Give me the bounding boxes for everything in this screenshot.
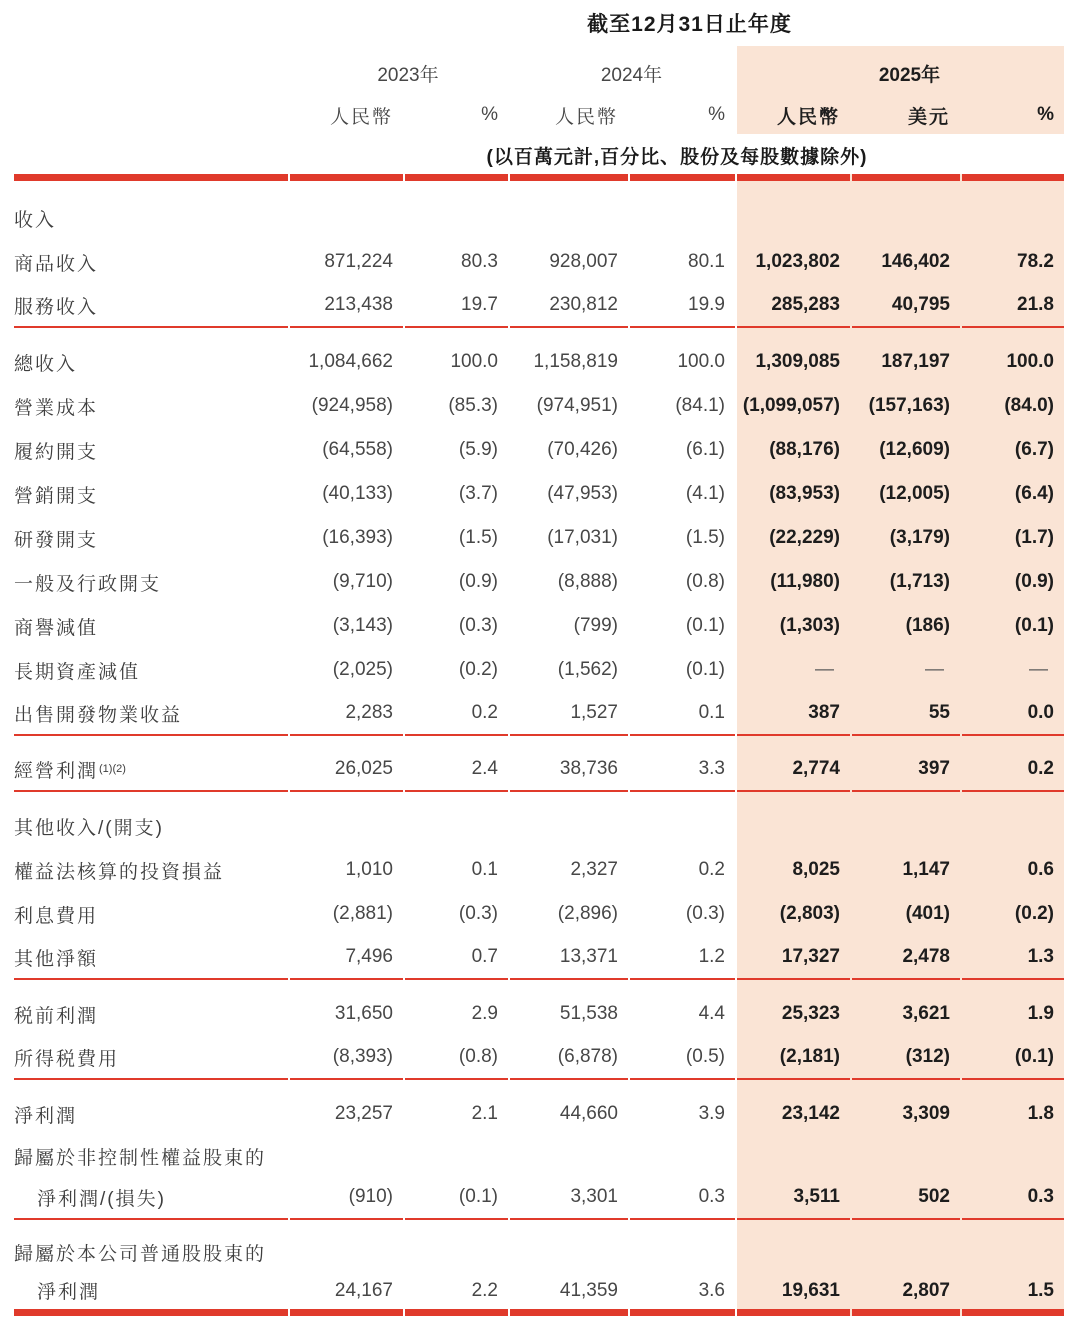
cell-value: (84.1) <box>675 395 725 416</box>
cell-value: (312) <box>852 1036 960 1080</box>
cell-value: 1,158,819 <box>533 351 618 372</box>
cell-value <box>290 196 403 240</box>
row-label-text: 其他淨額 <box>14 948 99 970</box>
cell-value: — <box>1029 659 1048 680</box>
cell-value: 187,197 <box>881 351 950 372</box>
cell-value: (16,393) <box>322 527 393 548</box>
cell-value: 3.3 <box>630 748 735 792</box>
cell-value: 230,812 <box>510 284 628 328</box>
table-row <box>14 848 1064 892</box>
cell-value <box>737 196 850 240</box>
cell-value: (910) <box>290 1176 403 1220</box>
cell-value: (11,980) <box>770 571 840 592</box>
cell-value: 23,142 <box>781 1103 840 1124</box>
column-header-pct-2024: % <box>708 104 725 125</box>
cell-value <box>630 1136 735 1176</box>
table-row <box>14 1176 1064 1220</box>
cell-value: 2,283 <box>290 692 403 736</box>
cell-value: (12,609) <box>879 439 950 460</box>
cell-value: (8,393) <box>290 1036 403 1080</box>
table-row <box>14 240 1064 284</box>
row-label <box>14 1232 288 1272</box>
cell-value <box>630 804 735 848</box>
cell-value: 3,511 <box>737 1176 850 1220</box>
column-header-pct-2025: % <box>1037 104 1054 125</box>
cell-value: (0.5) <box>630 1036 735 1080</box>
cell-value: 51,538 <box>559 1003 618 1024</box>
cell-value: (47,953) <box>547 483 618 504</box>
row-label <box>14 196 288 240</box>
header-rule <box>14 174 1064 181</box>
year-header-spacer <box>23 52 297 94</box>
row-label-text: 收入 <box>14 209 57 231</box>
rule-segment <box>510 174 628 181</box>
cell-value: — <box>815 659 834 680</box>
cell-value: 3,621 <box>902 1003 950 1024</box>
cell-value: 0.1 <box>630 692 735 736</box>
unit-note: (以百萬元計,百分比、股份及每股數據除外) <box>486 146 868 168</box>
row-label <box>14 1176 288 1220</box>
cell-value: 31,650 <box>334 1003 393 1024</box>
row-label <box>14 804 288 848</box>
cell-value: (1,099,057) <box>742 395 840 416</box>
cell-value: 100.0 <box>450 351 498 372</box>
table-row <box>14 804 1064 848</box>
row-label-text: 一般及行政開支 <box>14 573 162 595</box>
row-label-text: 經營利潤 <box>14 760 99 782</box>
cell-value: (1.5) <box>458 527 498 548</box>
row-label-text: 履約開支 <box>14 441 99 463</box>
cell-value: (799) <box>573 615 618 636</box>
cell-value: 19.9 <box>630 284 735 328</box>
row-label-text: 長期資產減值 <box>14 661 141 683</box>
cell-value <box>290 1232 403 1272</box>
row-label <box>14 892 288 936</box>
footnote-reference: (1)(2) <box>99 763 126 775</box>
cell-value: (5.9) <box>458 439 498 460</box>
cell-value: 0.6 <box>1027 859 1054 880</box>
cell-value: 397 <box>852 748 960 792</box>
column-header-usd-2025: 美元 <box>907 106 950 128</box>
cell-value <box>852 1232 960 1272</box>
cell-value <box>510 804 628 848</box>
cell-value: 38,736 <box>510 748 628 792</box>
row-label <box>14 284 288 328</box>
table-row <box>14 1272 1064 1316</box>
table-row <box>14 692 1064 736</box>
cell-value: (84.0) <box>1004 395 1054 416</box>
row-label <box>14 992 288 1036</box>
year-header-2024: 2024年 <box>600 64 663 86</box>
cell-value: (85.3) <box>448 395 498 416</box>
cell-value: 100.0 <box>677 351 725 372</box>
row-label <box>14 472 288 516</box>
cell-value: (2,181) <box>737 1036 850 1080</box>
row-label-text: 其他收入/(開支) <box>14 817 164 839</box>
cell-value: 0.3 <box>630 1176 735 1220</box>
cell-value: 17,327 <box>737 936 850 980</box>
row-label <box>14 1092 288 1136</box>
cell-value: (9,710) <box>332 571 393 592</box>
cell-value: 40,795 <box>852 284 960 328</box>
rule-segment <box>405 174 508 181</box>
row-label <box>14 516 288 560</box>
cell-value: (2,896) <box>557 903 618 924</box>
cell-value: 3,309 <box>902 1103 950 1124</box>
cell-value: 7,496 <box>290 936 403 980</box>
table-row <box>14 1136 1064 1176</box>
cell-value: (3,179) <box>889 527 950 548</box>
cell-value: 24,167 <box>290 1272 403 1316</box>
cell-value: 80.3 <box>461 251 498 272</box>
row-label-text: 營銷開支 <box>14 485 99 507</box>
cell-value: 2,807 <box>852 1272 960 1316</box>
cell-value <box>852 804 960 848</box>
cell-value: (401) <box>905 903 950 924</box>
cell-value: (3.7) <box>458 483 498 504</box>
row-label <box>14 848 288 892</box>
cell-value: 502 <box>852 1176 960 1220</box>
row-label-text: 利息費用 <box>14 905 99 927</box>
cell-value <box>510 1232 628 1272</box>
cell-value: (974,951) <box>536 395 618 416</box>
cell-value: 8,025 <box>792 859 840 880</box>
cell-value <box>962 1136 1064 1176</box>
cell-value <box>510 196 628 240</box>
cell-value: 2.9 <box>471 1003 498 1024</box>
column-header-pct-2023: % <box>481 104 498 125</box>
cell-value: (0.8) <box>405 1036 508 1080</box>
cell-value: (924,958) <box>311 395 393 416</box>
column-header-row <box>14 94 1064 136</box>
cell-value: (186) <box>905 615 950 636</box>
cell-value: (1,303) <box>779 615 840 636</box>
cell-value: (17,031) <box>547 527 618 548</box>
cell-value <box>737 1232 850 1272</box>
cell-value: (6.4) <box>1014 483 1054 504</box>
cell-value: 44,660 <box>559 1103 618 1124</box>
table-row <box>14 1232 1064 1272</box>
year-header-2025: 2025年 <box>878 64 941 86</box>
cell-value: (2,025) <box>332 659 393 680</box>
row-label <box>14 604 288 648</box>
row-label-text: 淨利潤 <box>14 1105 78 1127</box>
cell-value: (64,558) <box>322 439 393 460</box>
table-row <box>14 604 1064 648</box>
cell-value <box>962 196 1064 240</box>
row-label-text: 出售開發物業收益 <box>14 704 183 726</box>
cell-value: 2.4 <box>405 748 508 792</box>
cell-value: (2,803) <box>779 903 840 924</box>
cell-value <box>405 196 508 240</box>
row-label <box>14 1272 288 1316</box>
column-header-rmb-2024: 人民幣 <box>554 106 618 128</box>
cell-value: (3,143) <box>332 615 393 636</box>
row-label-text: 歸屬於非控制性權益股東的 <box>14 1147 267 1169</box>
row-label-text: 營業成本 <box>14 397 99 419</box>
cell-value: (6,878) <box>510 1036 628 1080</box>
row-label-text: 研發開支 <box>14 529 99 551</box>
rule-segment <box>14 174 288 181</box>
row-label-text: 歸屬於本公司普通股股東的 <box>14 1243 267 1265</box>
cell-value: 285,283 <box>737 284 850 328</box>
cell-value <box>290 804 403 848</box>
cell-value: (0.3) <box>685 903 725 924</box>
cell-value: (1.5) <box>685 527 725 548</box>
cell-value: (22,229) <box>769 527 840 548</box>
cell-value: 55 <box>852 692 960 736</box>
table-row <box>14 196 1064 240</box>
cell-value: (6.1) <box>685 439 725 460</box>
cell-value: (8,888) <box>557 571 618 592</box>
rule-segment <box>630 174 735 181</box>
table-row <box>14 516 1064 560</box>
table-row <box>14 340 1064 384</box>
cell-value <box>405 804 508 848</box>
row-label <box>14 692 288 736</box>
cell-value <box>630 1232 735 1272</box>
row-label-text: 淨利潤/(損失) <box>37 1188 166 1210</box>
cell-value: 0.3 <box>962 1176 1064 1220</box>
cell-value: 387 <box>737 692 850 736</box>
cell-value: (0.9) <box>458 571 498 592</box>
table-row <box>14 892 1064 936</box>
cell-value: 21.8 <box>962 284 1064 328</box>
cell-value: 1,309,085 <box>755 351 840 372</box>
cell-value: 1,147 <box>902 859 950 880</box>
cell-value: 3.9 <box>698 1103 725 1124</box>
cell-value: 3,301 <box>510 1176 628 1220</box>
cell-value: 1.8 <box>1027 1103 1054 1124</box>
table-row <box>14 384 1064 428</box>
cell-value: (12,005) <box>879 483 950 504</box>
cell-value: (1,562) <box>557 659 618 680</box>
cell-value: 25,323 <box>781 1003 840 1024</box>
cell-value <box>290 1136 403 1176</box>
cell-value: 1,084,662 <box>308 351 393 372</box>
cell-value: 0.7 <box>405 936 508 980</box>
rule-segment <box>852 174 960 181</box>
row-label <box>14 748 288 792</box>
row-label-text: 商品收入 <box>14 253 99 275</box>
cell-value <box>737 1136 850 1176</box>
cell-value: (88,176) <box>769 439 840 460</box>
row-label-text: 商譽減值 <box>14 617 99 639</box>
cell-value <box>737 804 850 848</box>
column-header-rmb-2025: 人民幣 <box>776 106 840 128</box>
cell-value: (40,133) <box>322 483 393 504</box>
cell-value: (1,713) <box>889 571 950 592</box>
row-label <box>14 384 288 428</box>
rule-segment <box>962 174 1064 181</box>
cell-value: (0.2) <box>1014 903 1054 924</box>
cell-value: 4.4 <box>698 1003 725 1024</box>
table-row <box>14 472 1064 516</box>
table-row <box>14 936 1064 980</box>
cell-value: (0.1) <box>962 1036 1064 1080</box>
cell-value: 0.2 <box>405 692 508 736</box>
row-label <box>14 240 288 284</box>
cell-value <box>852 196 960 240</box>
cell-value: (0.9) <box>1014 571 1054 592</box>
year-header-2023: 2023年 <box>377 64 439 86</box>
cell-value: 0.2 <box>962 748 1064 792</box>
cell-value: 146,402 <box>881 251 950 272</box>
cell-value: 2.2 <box>405 1272 508 1316</box>
cell-value: 26,025 <box>290 748 403 792</box>
table-row <box>14 992 1064 1036</box>
cell-value: (4.1) <box>685 483 725 504</box>
column-header-spacer <box>14 94 288 136</box>
cell-value: 1,527 <box>510 692 628 736</box>
cell-value <box>852 1136 960 1176</box>
cell-value: (0.3) <box>458 903 498 924</box>
cell-value: 871,224 <box>324 251 393 272</box>
cell-value <box>962 1232 1064 1272</box>
cell-value: (0.1) <box>405 1176 508 1220</box>
cell-value: 0.1 <box>471 859 498 880</box>
cell-value <box>510 1136 628 1176</box>
cell-value: 0.2 <box>698 859 725 880</box>
cell-value: 1.2 <box>630 936 735 980</box>
cell-value: 3.6 <box>630 1272 735 1316</box>
table-row <box>14 560 1064 604</box>
cell-value <box>962 804 1064 848</box>
cell-value: 23,257 <box>334 1103 393 1124</box>
cell-value: (2,881) <box>332 903 393 924</box>
cell-value: (6.7) <box>1014 439 1054 460</box>
cell-value <box>405 1136 508 1176</box>
cell-value: 13,371 <box>510 936 628 980</box>
table-row <box>14 648 1064 692</box>
cell-value: — <box>925 659 944 680</box>
cell-value: 1,023,802 <box>755 251 840 272</box>
year-header-row <box>14 46 1064 94</box>
cell-value: (1.7) <box>1014 527 1054 548</box>
cell-value: (0.1) <box>685 615 725 636</box>
cell-value <box>630 196 735 240</box>
cell-value: (70,426) <box>547 439 618 460</box>
table-row <box>14 748 1064 792</box>
cell-value: 0.0 <box>962 692 1064 736</box>
cell-value: 1,010 <box>345 859 393 880</box>
cell-value: 2,327 <box>570 859 618 880</box>
table-row <box>14 1036 1064 1080</box>
row-label-text: 所得税費用 <box>14 1048 120 1070</box>
row-label <box>14 560 288 604</box>
row-label-text: 税前利潤 <box>14 1005 99 1027</box>
cell-value: (0.2) <box>458 659 498 680</box>
cell-value: 1.3 <box>962 936 1064 980</box>
rule-segment <box>737 174 850 181</box>
table-body <box>14 196 1064 1316</box>
cell-value: 213,438 <box>290 284 403 328</box>
cell-value: 19.7 <box>405 284 508 328</box>
cell-value: 78.2 <box>1017 251 1054 272</box>
table-row <box>14 1092 1064 1136</box>
row-label-text: 淨利潤 <box>37 1282 101 1303</box>
cell-value: 100.0 <box>1006 351 1054 372</box>
table-title: 截至12月31日止年度 <box>587 13 792 36</box>
cell-value: 2,478 <box>852 936 960 980</box>
cell-value: 41,359 <box>510 1272 628 1316</box>
cell-value: 80.1 <box>688 251 725 272</box>
row-label <box>14 428 288 472</box>
cell-value: (83,953) <box>769 483 840 504</box>
row-label-text: 服務收入 <box>14 296 99 318</box>
cell-value: 2.1 <box>471 1103 498 1124</box>
cell-value: (0.1) <box>685 659 725 680</box>
cell-value: 928,007 <box>549 251 618 272</box>
cell-value: (0.8) <box>685 571 725 592</box>
table-row <box>14 428 1064 472</box>
cell-value: 1.5 <box>962 1272 1064 1316</box>
cell-value: (0.1) <box>1014 615 1054 636</box>
rule-segment <box>290 174 403 181</box>
cell-value: 1.9 <box>1027 1003 1054 1024</box>
row-label <box>14 1036 288 1080</box>
row-label-text: 權益法核算的投資損益 <box>14 861 225 883</box>
cell-value: (157,163) <box>868 395 950 416</box>
row-label <box>14 340 288 384</box>
table-row <box>14 284 1064 328</box>
row-label <box>14 648 288 692</box>
row-label-text: 總收入 <box>14 353 78 375</box>
cell-value: 19,631 <box>737 1272 850 1316</box>
cell-value: 2,774 <box>737 748 850 792</box>
cell-value: (0.3) <box>458 615 498 636</box>
row-label <box>14 936 288 980</box>
column-header-rmb-2023: 人民幣 <box>329 106 393 128</box>
financial-table <box>14 0 1064 1316</box>
row-label <box>14 1136 288 1176</box>
cell-value <box>405 1232 508 1272</box>
